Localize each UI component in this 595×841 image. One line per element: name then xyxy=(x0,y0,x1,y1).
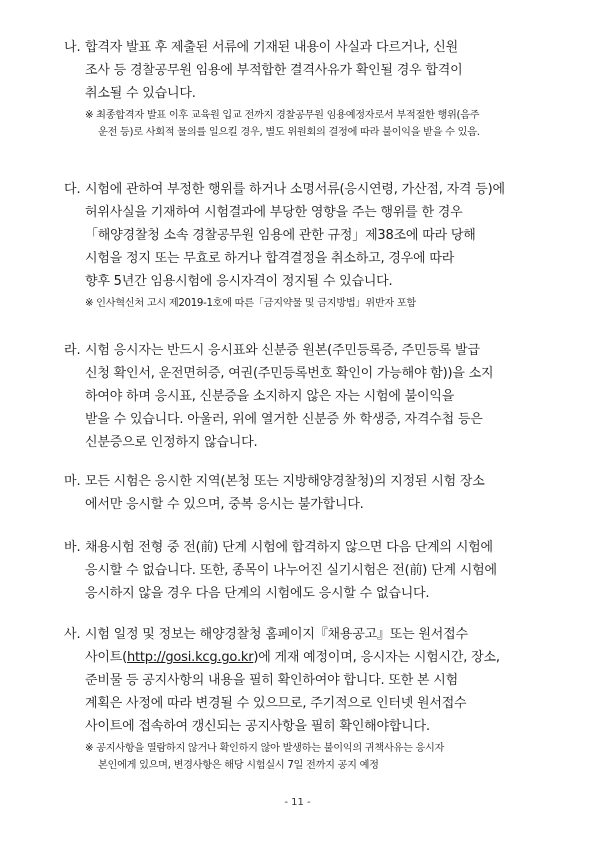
item-ra xyxy=(64,339,552,454)
text-line: 취소될 수 있습니다. xyxy=(85,86,196,101)
text-line: 신청 확인서, 운전면허증, 여권(주민등록번호 확인이 가능해야 함))을 소지 xyxy=(85,366,494,381)
note-line: 본인에게 있으며, 변경사항은 해당 시험실시 7일 전까지 공지 예정 xyxy=(98,760,379,771)
note-line: ※ 인사혁신처 고시 제2019-1호에 따른「금지약물 및 금지방법」위반자 포함 xyxy=(85,298,416,309)
text-line: 채용시험 전형 중 전(前) 단계 시험에 합격하지 않으면 다음 단계의 시험에 xyxy=(85,540,493,555)
text-line: 하여야 하며 응시표, 신분증을 소지하지 않은 자는 시험에 불이익을 xyxy=(85,389,455,404)
text-line: 준비물 등 공지사항의 내용을 필히 확인하여야 합니다. 또한 본 시험 xyxy=(85,673,458,688)
text-line: 응시할 수 없습니다. 또한, 종목이 나누어진 실기시험은 전(前) 단계 시험에 xyxy=(85,563,497,578)
text-line: 시험을 정지 또는 무효로 하거나 합격결정을 취소하고, 경우에 따라 xyxy=(85,251,455,266)
item-na xyxy=(64,36,552,141)
gosi-site-link[interactable]: http://gosi.kcg.go.kr xyxy=(126,650,254,665)
note xyxy=(85,740,552,774)
note-line: ※ 최종합격자 발표 이후 교육원 입교 전까지 경찰공무원 임용예정자로서 부적절한 행위(음주 xyxy=(85,110,480,121)
page-number: - 11 - xyxy=(284,797,311,808)
item-body xyxy=(85,339,552,454)
text-line: 허위사실을 기재하여 시험결과에 부당한 영향을 주는 행위를 한 경우 xyxy=(85,205,463,220)
text-line: 「해양경찰청 소속 경찰공무원 임용에 관한 규정」제38조에 따라 당해 xyxy=(85,228,476,243)
text-line: 시험 응시자는 반드시 응시표와 신분증 원본(주민등록증, 주민등록 발급 xyxy=(85,343,480,358)
text-line: 받을 수 있습니다. 아울러, 위에 열거한 신분증 外 학생증, 자격수첩 등은 xyxy=(85,412,483,427)
text-line: 계획은 사정에 따라 변경될 수 있으므로, 주기적으로 인터넷 원서접수 xyxy=(85,696,467,711)
text-line: 사이트에 접속하여 갱신되는 공지사항을 필히 확인해야합니다. xyxy=(85,719,430,734)
note xyxy=(85,107,552,141)
item-marker: 나. xyxy=(64,40,81,55)
note-line: 운전 등)로 사회적 물의를 일으킬 경우, 별도 위원회의 결정에 따라 불이익을 받을 수 있음. xyxy=(98,127,480,138)
item-ba xyxy=(64,536,552,605)
item-ma xyxy=(64,470,552,516)
text-line: 향후 5년간 임용시험에 응시자격이 정지될 수 있습니다. xyxy=(85,274,393,289)
item-body xyxy=(85,623,552,774)
text-line: 합격자 발표 후 제출된 서류에 기재된 내용이 사실과 다르거나, 신원 xyxy=(85,40,458,55)
item-marker: 바. xyxy=(64,540,81,555)
item-marker: 라. xyxy=(64,343,81,358)
note-line: ※ 공지사항을 열람하지 않거나 확인하지 않아 발생하는 불이익의 귀책사유는 응시자 xyxy=(85,743,445,754)
text-line: 응시하지 않을 경우 다음 단계의 시험에도 응시할 수 없습니다. xyxy=(85,586,430,601)
item-body xyxy=(85,536,552,605)
item-body xyxy=(85,178,552,312)
item-da xyxy=(64,178,552,312)
item-marker: 사. xyxy=(64,627,81,642)
text-line: 모든 시험은 응시한 지역(본청 또는 지방해양경찰청)의 지정된 시험 장소 xyxy=(85,474,485,489)
text-line: 조사 등 경찰공무원 임용에 부적합한 결격사유가 확인될 경우 합격이 xyxy=(85,63,463,78)
text-line: 시험에 관하여 부정한 행위를 하거나 소명서류(응시연령, 가산점, 자격 등)에 xyxy=(85,182,505,197)
text-line: 신분증으로 인정하지 않습니다. xyxy=(85,435,258,450)
text-line: 에서만 응시할 수 있으며, 중복 응시는 불가합니다. xyxy=(85,497,364,512)
item-body xyxy=(85,36,552,141)
item-marker: 다. xyxy=(64,182,81,197)
item-sa xyxy=(64,623,552,774)
item-body xyxy=(85,470,552,516)
text-line: 사이트(http://gosi.kcg.go.kr)에 게재 예정이며, 응시자는 시험시간, 장소, xyxy=(85,650,500,665)
item-marker: 마. xyxy=(64,474,81,489)
text-line: 시험 일정 및 정보는 해양경찰청 홈페이지『채용공고』또는 원서접수 xyxy=(85,627,468,642)
note xyxy=(85,295,552,312)
